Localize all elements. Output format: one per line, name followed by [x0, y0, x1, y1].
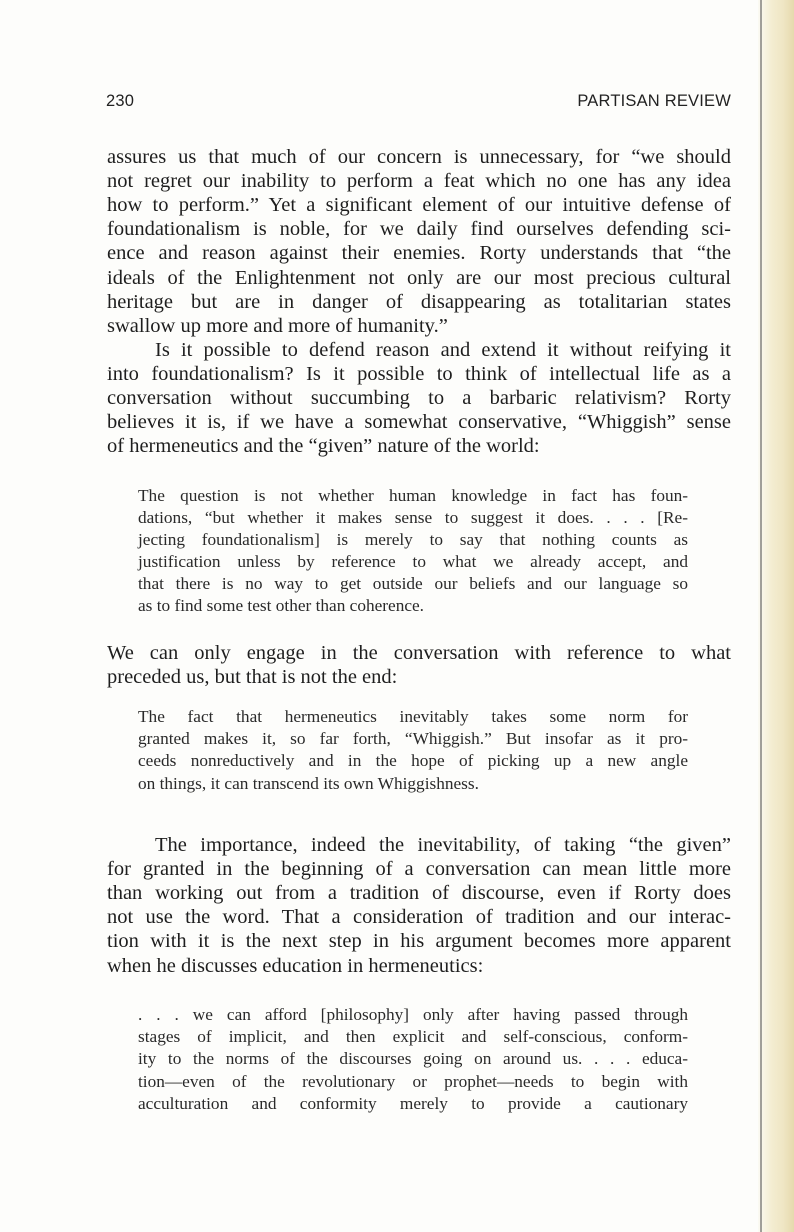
- text-line: conversation without succumbing to a barbaric relativism? Rorty: [107, 387, 731, 410]
- block-quote-line: jecting foundationalism] is merely to say that nothing counts as: [138, 530, 688, 549]
- block-quote-line: The question is not whether human knowledge in fact has foun-: [138, 486, 688, 505]
- block-quote-line: stages of implicit, and then explicit and self-conscious, conform-: [138, 1027, 688, 1047]
- text-line: believes it is, if we have a somewhat conservative, “Whiggish” sense: [107, 411, 731, 434]
- binding-shadow: [760, 0, 762, 1232]
- text-line: ideals of the Enlightenment not only are our most precious cultural: [107, 266, 731, 289]
- block-quote-line: tion—even of the revolutionary or prophet—needs to begin with: [138, 1071, 688, 1091]
- text-line: heritage but are in danger of disappearing as totalitarian states: [107, 290, 731, 313]
- text-line: of hermeneutics and the “given” nature of the world:: [107, 435, 540, 458]
- text-line: not regret our inability to perform a feat which no one has any idea: [107, 170, 731, 193]
- text-line: for granted in the beginning of a conversation can mean little more: [107, 858, 731, 881]
- text-line: foundationalism is noble, for we daily find ourselves defending sci-: [107, 218, 731, 241]
- text-line: how to perform.” Yet a significant element of our intuitive defense of: [107, 194, 731, 217]
- block-quote-line: . . . we can afford [philosophy] only after having passed through: [138, 1005, 688, 1024]
- block-quote-line: justification unless by reference to what we already accept, and: [138, 552, 688, 571]
- block-quote-line: The fact that hermeneutics inevitably takes some norm for: [138, 707, 688, 726]
- block-quote-line: that there is no way to get outside our beliefs and our language so: [138, 574, 688, 593]
- text-line: We can only engage in the conversation with reference to what: [107, 642, 731, 664]
- page-edge-binding: [758, 0, 794, 1232]
- text-line: than working out from a tradition of discourse, even if Rorty does: [107, 882, 731, 905]
- text-line: ence and reason against their enemies. Rorty understands that “the: [107, 242, 731, 265]
- block-quote-line: ceeds nonreductively and in the hope of picking up a new angle: [138, 751, 688, 771]
- text-line: not use the word. That a consideration of tradition and our interac-: [107, 906, 731, 929]
- block-quote-line: on things, it can transcend its own Whiggishness.: [138, 773, 479, 793]
- text-line: assures us that much of our concern is unnecessary, for “we should: [107, 146, 731, 168]
- text-line: when he discusses education in hermeneutics:: [107, 954, 484, 977]
- block-quote-line: as to find some test other than coherence.: [138, 596, 425, 615]
- text-line: into foundationalism? Is it possible to think of intellectual life as a: [107, 363, 731, 386]
- block-quote-line: granted makes it, so far forth, “Whiggish.” But insofar as it pro-: [138, 729, 688, 749]
- text-line: tion with it is the next step in his argument becomes more apparent: [107, 930, 731, 953]
- block-quote-line: ity to the norms of the discourses going on around us. . . . educa-: [138, 1049, 688, 1069]
- text-line: The importance, indeed the inevitability, of taking “the given”: [155, 834, 731, 856]
- block-quote-line: dations, “but whether it makes sense to suggest it does. . . . [Re-: [138, 508, 688, 527]
- text-line: preceded us, but that is not the end:: [107, 666, 398, 689]
- running-head: PARTISAN REVIEW: [577, 92, 731, 110]
- page-number: 230: [106, 92, 135, 110]
- text-line: swallow up more and more of humanity.”: [107, 314, 448, 337]
- block-quote-line: acculturation and conformity merely to provide a cautionary: [138, 1093, 688, 1113]
- text-line: Is it possible to defend reason and extend it without reifying it: [155, 339, 731, 361]
